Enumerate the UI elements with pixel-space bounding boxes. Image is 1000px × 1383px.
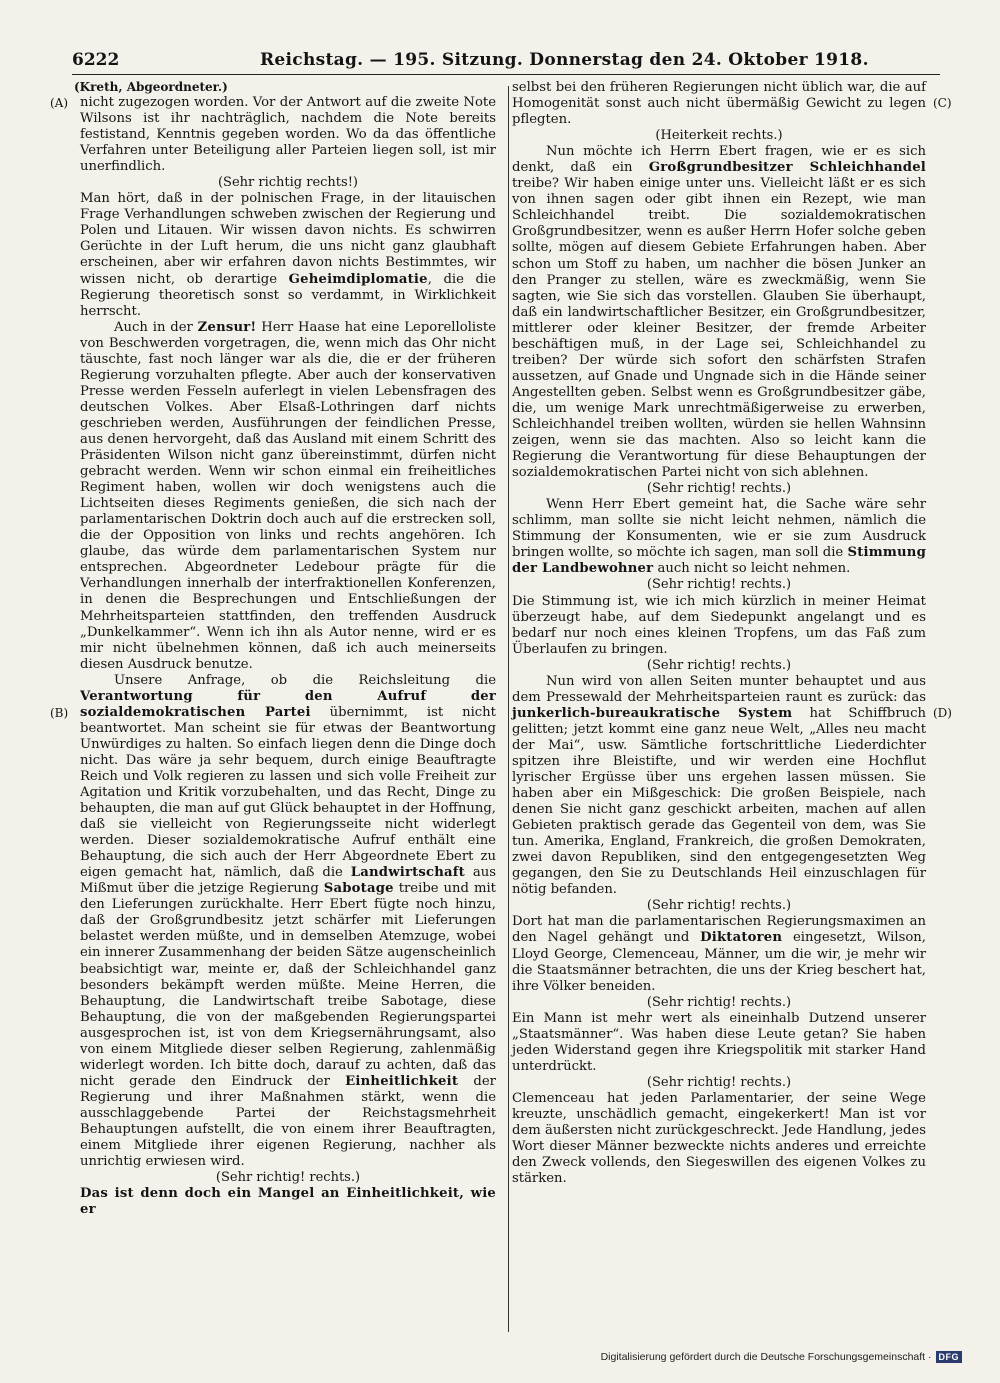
paragraph: Unsere Anfrage, ob die Reichsleitung die Verantwortung für den Aufruf der sozialdemokratischen Partei übernimmt, ist nicht beantwortet. Man scheint sie für etwas der Beantwortung Unwürdiges zu halten. So einfach liegen denn die Dinge doch nicht. Das wäre ja sehr bequem, durch einige Beauftragte Reich und Volk regieren zu lassen und sich volle Freiheit zur Agitation und Kritik vorzubehalten, und das Recht, Dinge zu behaupten, die man auf gut Glück behauptet in der Hoffnung, daß sie vielleicht von Regierungsseite nicht widerlegt werden. Dieser sozialdemokratische Aufruf enthält eine Behauptung, die sich auch der Herr Abgeordnete Ebert zu eigen gemacht hat, nämlich, daß die Landwirtschaft aus Mißmut über die jetzige Regierung Sabotage treibe und mit den Lieferungen zurückhalte. Herr Ebert fügte noch hinzu, daß der Großgrundbesitz jetzt schärfer mit Lieferungen belastet werden müßte, und in demselben Atemzuge, wobei ein innerer Zusammenhang der beiden Sätze augenscheinlich beabsichtigt war, meinte er, daß der Schleichhandel ganz besonders bekämpft werden müßte. Meine Herren, die Behauptung, die Landwirtschaft treibe Sabotage, diese Behauptung, die von der maßgebenden Regierungspartei ausgesprochen ist, ist von dem Kriegsernährungsamt, also von einem Mitgliede dieser selben Regierung, zahlenmäßig widerlegt worden. Ich bitte doch, darauf zu achten, daß das nicht gerade den Eindruck der Einheitlichkeit der Regierung und ihrer Maßnahmen stärkt, wenn die ausschlaggebende Partei der Reichstagsmehrheit Behauptungen aufstellt, die von einem ihrer Beauftragten, einem Mitgliede ihrer eigenen Regierung, nachher als unrichtig erwiesen wird. — [80, 672, 496, 1170]
emphasis: Verantwortung für den Aufruf der sozialdemokratischen Partei — [80, 688, 496, 720]
paragraph: selbst bei den früheren Regierungen nicht üblich war, die auf Homogenität sonst auch nicht übermäßig Gewicht zu legen pflegten. — [512, 80, 926, 128]
column-divider — [508, 86, 509, 1332]
interjection: (Heiterkeit rechts.) — [655, 128, 783, 144]
left-column — [74, 80, 496, 1218]
emphasis: Zensur! — [197, 319, 257, 335]
interjection: (Sehr richtig! rechts.) — [646, 898, 792, 914]
paragraph: Ein Mann ist mehr wert als eineinhalb Dutzend unserer „Staatsmänner“. Was haben diese Leute getan? Sie haben jeden Widerstand gegen ihre Kriegspolitik mit starker Hand unterdrückt. — [512, 1010, 926, 1074]
right-column — [512, 80, 926, 1187]
speaker-label: (Kreth, Abgeordneter.) — [74, 80, 228, 94]
paragraph: Das ist denn doch ein Mangel an Einheitlichkeit, wie er — [80, 1186, 496, 1218]
emphasis: junkerlich-bureaukratische System — [512, 705, 793, 721]
interjection: (Sehr richtig! rechts.) — [646, 657, 792, 673]
emphasis: Einheitlichkeit — [345, 1073, 459, 1089]
paragraph: Nun wird von allen Seiten munter behauptet und aus dem Pressewald der Mehrheitsparteien raunt es zurück: das junkerlich-bureaukratische System hat Schiffbruch gelitten; jetzt kommt eine ganz neue Welt, „Alles neu macht der Mai“, usw. Sämtliche fortschrittliche Liederdichter spitzen ihre Bleistifte, und wir werden eine Hochflut lyrischer Ergüsse über uns ergehen lassen müssen. Sie haben aber ein Mißgeschick: Die großen Beispiele, nach denen Sie nicht ganz geschickt arbeiten, machen auf allen Gebieten praktisch gerade das Gegenteil von dem, was Sie tun. Amerika, England, Frankreich, die großen Demokraten, zwei davon Republiken, sind den entgegengesetzten Weg gegangen, den Sie zu Deutschlands Heil einzuschlagen für nötig befanden. — [512, 673, 926, 898]
emphasis: Sabotage — [323, 881, 394, 897]
page-number: 6222 — [72, 50, 120, 70]
interjection: (Sehr richtig! rechts.) — [646, 481, 792, 497]
paragraph: Dort hat man die parlamentarischen Regierungsmaximen an den Nagel gehängt und Diktatoren eingesetzt, Wilson, Lloyd George, Clemenceau, Männer, um die wir, je mehr wir die Staatsmänner betrachten, die uns der Krieg beschert hat, ihre Völker beneiden. — [512, 914, 926, 994]
margin-mark-b: (B) — [50, 706, 69, 720]
paragraph: Man hört, daß in der polnischen Frage, in der litauischen Frage Verhandlungen schweben zwischen der Regierung und Polen und Litauen. Wir wissen davon nichts. Es schwirren Gerüchte in der Luft herum, die uns nicht ganz glaubhaft erscheinen, aber wir erfahren davon nichts Bestimmtes, wir wissen nicht, ob derartige Geheimdiplomatie, die die Regierung theoretisch sonst so verdammt, in Wirklichkeit herrscht. — [80, 191, 496, 319]
digitization-credit — [601, 1351, 962, 1363]
emphasis: Landwirtschaft — [350, 865, 465, 881]
credit-text: Digitalisierung gefördert durch die Deutsche Forschungsgemeinschaft · — [600, 1351, 932, 1363]
margin-mark-a: (A) — [50, 96, 69, 110]
interjection: (Sehr richtig rechts!) — [217, 175, 358, 191]
interjection: (Sehr richtig! rechts.) — [646, 1074, 792, 1090]
emphasis: Diktatoren — [700, 930, 783, 946]
dfg-logo-icon: DFG — [936, 1351, 963, 1363]
header-rule — [72, 74, 940, 75]
interjection: (Sehr richtig! rechts.) — [646, 994, 792, 1010]
paragraph: Wenn Herr Ebert gemeint hat, die Sache wäre sehr schlimm, man sollte sie nicht leicht nehmen, nämlich die Stimmung der Konsumenten, wie er sie zum Ausdruck bringen wollte, so möchte ich sagen, man soll die Stimmung der Landbewohner auch nicht so leicht nehmen. — [512, 497, 926, 577]
paragraph: Clemenceau hat jeden Parlamentarier, der seine Wege kreuzte, unschädlich gemacht, eingekerkert! Man ist vor dem äußersten nicht zurückgeschreckt. Jede Handlung, jedes Wort dieser Männer bezweckte nichts anderes und erreichte den Zweck vollends, den Siegeswillen des eigenen Volkes zu stärken. — [512, 1090, 926, 1187]
running-head: Reichstag. — 195. Sitzung. Donnerstag den 24. Oktober 1918. — [260, 50, 869, 70]
interjection: (Sehr richtig! rechts.) — [646, 577, 792, 593]
paragraph: Auch in der Zensur! Herr Haase hat eine Leporelloliste von Beschwerden vorgetragen, die, wenn mich das Ohr nicht täuschte, fast noch länger war als die, die er der früheren Regierung vorzuhalten pflegte. Aber auch der konservativen Presse werden Fesseln auferlegt in vielen Lebensfragen des deutschen Volkes. Aber Elsaß-Lothringen darf nichts geschrieben werden, Ausführungen der feindlichen Presse, aus denen hervorgeht, daß das Ausland mit einem Schritt des Präsidenten Wilson nicht ganz übereinstimmt, dürfen nicht gebracht werden. Wenn wir schon einmal ein freiheitliches Regiment haben, wollen wir doch wenigstens auch die Lichtseiten dieses Regiments genießen, die sich nach der parlamentarischen Doktrin doch auch auf die erstrecken soll, die der Opposition von links und rechts angehören. Ich glaube, das würde dem parlamentarischen System nur entsprechen. Abgeordneter Ledebour prägte für die Verhandlungen innerhalb der interfraktionellen Konferenzen, in denen die Besprechungen und Entschließungen der Mehrheitsparteien stattfinden, den treffenden Ausdruck „Dunkelkammer“. Wenn ich ihn als Autor nenne, wird er es mir nicht übelnehmen können, daß ich auch meinerseits diesen Ausdruck benutze. — [80, 319, 496, 672]
margin-mark-c: (C) — [933, 96, 952, 110]
emphasis: Stimmung der Landbewohner — [512, 545, 926, 577]
paragraph: Nun möchte ich Herrn Ebert fragen, wie er es sich denkt, daß ein Großgrundbesitzer Schleichhandel treibe? Wir haben einige unter uns. Vielleicht läßt er es sich von ihnen sagen oder gibt ihnen ein Rezept, wie man Schleichhandel treibt. Die sozialdemokratischen Großgrundbesitzer, wenn es außer Herrn Hofer solche geben sollte, mögen auf diesem Gebiete Erfahrungen haben. Aber schon um Stoff zu haben, um nachher die bösen Junker an den Pranger zu stellen, wäre es zweckmäßig, wenn Sie sagten, wie Sie sich das vorstellen. Glauben Sie überhaupt, daß ein landwirtschaftlicher Besitzer, ein Großgrundbesitzer, mittlerer oder kleiner Besitzer, der fremde Arbeiter beschäftigen muß, in der Lage sei, Schleichhandel zu treiben? Der würde sich sofort den schärfsten Strafen aussetzen, auf Gnade und Ungnade sich in die Hände seiner Angestellten geben. Selbst wenn es Großgrundbesitzer gäbe, die, um wenige Mark unrechtmäßigerweise zu erwerben, Schleichhandel treiben wollten, würden sie hellen Wahnsinn zeigen, wenn sie das machten. Also so leicht kann die Regierung die Verantwortung für diese Behauptungen der sozialdemokratischen Partei nicht von sich ablehnen. — [512, 144, 926, 481]
emphasis: Großgrundbesitzer Schleichhandel — [648, 160, 926, 176]
interjection: (Sehr richtig! rechts.) — [215, 1170, 361, 1186]
paragraph: nicht zugezogen worden. Vor der Antwort auf die zweite Note Wilsons ist ihr nachträglich, nachdem die Note bereits festistand, Kenntnis gegeben worden. Wo da das öffentliche Verfahren unter Beteiligung aller Parteien liegen soll, ist mir unerfindlich. — [80, 95, 496, 175]
emphasis: Geheimdiplomatie — [288, 271, 428, 287]
paragraph: Die Stimmung ist, wie ich mich kürzlich in meiner Heimat überzeugt habe, auf dem Siedepunkt angelangt und es bedarf nur noch eines kleinen Tropfens, um das Faß zum Überlaufen zu bringen. — [512, 593, 926, 657]
page-header — [72, 50, 940, 76]
margin-mark-d: (D) — [933, 706, 952, 720]
